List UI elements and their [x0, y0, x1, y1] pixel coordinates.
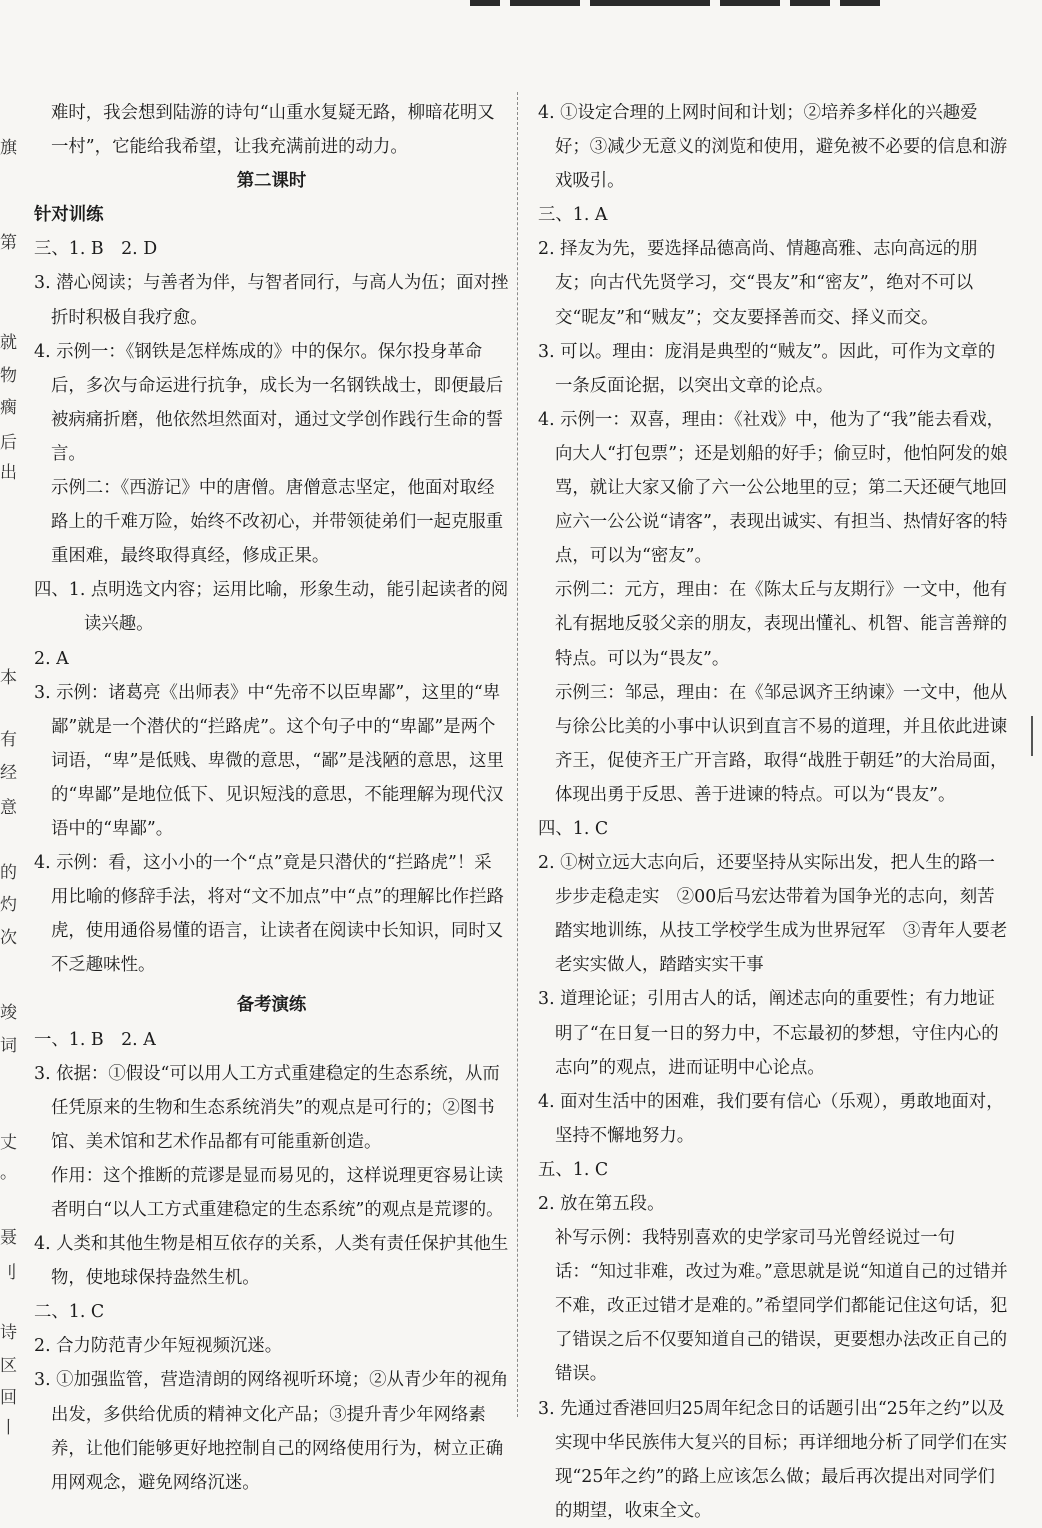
margin-fragment: 就 [0, 333, 17, 353]
margin-fragment: 本 [0, 668, 17, 688]
margin-fragment: 丨 [0, 1418, 17, 1438]
section-heading: 3. 先通过香港回归25周年纪念日的话题引出“25年之约”以及实现中华民族伟大复兴的目标；再详细地分析了同学们在实现“25年之约”的路上应该怎么做；最后再次提出对同学们的期望，收束全文。 [538, 1398, 1008, 1521]
margin-fragment: 物 [0, 366, 17, 386]
paragraph: 2. 合力防范青少年短视频沉迷。 [34, 1336, 283, 1357]
section-heading: 3. 依据：①假设“可以用人工方式重建稳定的生态系统，从而任凭原来的生物和生态系统消失”的观点是可行的；②图书馆、美术馆和艺术作品都有可能重新创造。 [34, 1063, 500, 1152]
margin-fragment: 次 [0, 928, 17, 948]
section-heading: 第二课时 [236, 171, 307, 192]
paragraph: 四、1. C [538, 818, 609, 839]
margin-fragment: 第 [0, 233, 17, 253]
paragraph: 针对训练 [34, 205, 104, 226]
margin-fragment: 有 [0, 730, 17, 750]
paragraph: 示例二：《西游记》中的唐僧。唐僧意志坚定，他面对取经路上的千难万险，始终不改初心，并带领徒弟们一起克服重重困难，最终取得真经，修成正果。 [51, 478, 504, 567]
paragraph: 难时，我会想到陆游的诗句“山重水复疑无路，柳暗花明又一村”，它能给我希望，让我充满前进的动力。 [51, 103, 495, 158]
margin-fragment: 。 [0, 1163, 17, 1183]
margin-fragment: 灼 [0, 895, 17, 915]
margin-fragment: 聂 [0, 1228, 17, 1248]
paragraph: 作用：这个推断的荒谬是显而易见的，这样说理更容易让读者明白“以人工方式重建稳定的生态系统”的观点是荒谬的。 [51, 1165, 504, 1220]
margin-fragment: 竣 [0, 1003, 17, 1023]
margin-fragment: 区 [0, 1356, 17, 1376]
margin-fragment: 刂 [0, 1263, 17, 1283]
margin-fragment: 词 [0, 1036, 17, 1056]
margin-fragment: 旗 [0, 138, 17, 158]
paragraph: 一、1. B 2. A [34, 1029, 156, 1050]
margin-fragment: 丈 [0, 1133, 17, 1153]
section-heading: 4. 示例一：《钢铁是怎样炼成的》中的保尔。保尔投身革命后，多次与命运进行抗争，成长为一名钢铁战士，即便最后被病痛折磨，他依然坦然面对，通过文学创作践行生命的誓言。 [34, 341, 504, 464]
section-heading: 3. 示例：诸葛亮《出师表》中“先帝不以臣卑鄙”，这里的“卑鄙”就是一个潜伏的“拦路虎”。这个句子中的“卑鄙”是两个词语，“卑”是低贱、卑微的意思，“鄙”是浅陋的意思，这里的“卑鄙”是地位低下、见识短浅的意思，不能理解为现代汉语中的“卑鄙”。 [34, 682, 504, 839]
paragraph: 2. 放在第五段。 [538, 1194, 665, 1214]
column-divider [517, 92, 518, 1417]
section-heading: 3. 可以。理由：庞涓是典型的“贼友”。因此，可作为文章的一条反面论据，以突出文章的论点。 [538, 341, 996, 396]
left-margin-bleed [0, 100, 17, 1438]
margin-fragment: 意 [0, 798, 17, 818]
section-heading: 4. ①设定合理的上网时间和计划；②培养多样化的兴趣爱好；③减少无意义的浏览和使用，避免被不必要的信息和游戏吸引。 [538, 103, 1008, 192]
right-column [538, 96, 1010, 1528]
section-heading: 4. 面对生活中的困难，我们要有信心（乐观），勇敢地面对，坚持不懈地努力。 [538, 1091, 1004, 1146]
margin-fragment: 诗 [0, 1323, 17, 1343]
paragraph: 五、1. C [538, 1159, 609, 1180]
edge-mark [1031, 716, 1033, 756]
section-heading: 4. 示例一：双喜，理由：《社戏》中，他为了“我”能去看戏，向大人“打包票”；还是划船的好手；偷豆时，他怕阿发的娘骂，就让大家又偷了六一公公地里的豆；第二天还硬气地回应六一公公说“请客”，表现出诚实、有担当、热情好客的特点，可以为“密友”。 [538, 409, 1008, 567]
section-heading: 3. 道理论证；引用古人的话，阐述志向的重要性；有力地证明了“在日复一日的努力中，不忘最初的梦想，守住内心的志向”的观点，进而证明中心论点。 [538, 989, 999, 1078]
section-heading: 备考演练 [236, 995, 307, 1016]
margin-fragment: 经 [0, 763, 17, 783]
left-column [34, 96, 509, 1500]
paragraph: 三、1. A [538, 205, 608, 226]
section-heading: 4. 示例：看，这小小的一个“点”竟是只潜伏的“拦路虎”！采用比喻的修辞手法，将对“文不加点”中“点”的理解比作拦路虎，使用通俗易懂的语言，让读者在阅读中长知识，同时又不乏趣味性。 [34, 853, 504, 976]
section-heading: 4. 人类和其他生物是相互依存的关系，人类有责任保护其他生物，使地球保持盎然生机。 [34, 1234, 509, 1289]
margin-fragment: 瘸 [0, 398, 17, 418]
margin-fragment: 出 [0, 463, 17, 483]
section-heading: 2. ①树立远大志向后，还要坚持从实际出发，把人生的路一步步走稳走实 ②00后马宏达带着为国争光的志向，刻苦踏实地训练，从技工学校学生成为世界冠军 ③青年人要老老实实做人，踏踏实实干事 [538, 853, 1008, 976]
section-heading: 3. ①加强监管，营造清朗的网络视听环境；②从青少年的视角出发，多供给优质的精神文化产品；③提升青少年网络素养，让他们能够更好地控制自己的网络使用行为，树立正确用网观念，避免网络沉迷。 [34, 1370, 509, 1493]
margin-fragment: 的 [0, 863, 17, 883]
margin-fragment: 后 [0, 433, 17, 453]
paragraph: 二、1. C [34, 1302, 105, 1323]
paragraph: 补写示例：我特别喜欢的史学家司马光曾经说过一句话：“知过非难，改过为难。”意思就是说“知道自己的过错并不难，改正过错才是难的。”希望同学们都能记住这句话，犯了错误之后不仅要知道自己的错误，更要想办法改正自己的错误。 [555, 1228, 1008, 1385]
paragraph: 示例二：元方，理由：在《陈太丘与友期行》一文中，他有礼有据地反驳父亲的朋友，表现出懂礼、机智、能言善辩的特点。可以为“畏友”。 [555, 580, 1008, 669]
paragraph: 三、1. B 2. D [34, 239, 158, 260]
section-heading: 2. 择友为先，要选择品德高尚、情趣高雅、志向高远的朋友；向古代先贤学习，交“畏友”和“密友”，绝对不可以交“昵友”和“贼友”；交友要择善而交、择义而交。 [538, 239, 978, 328]
top-print-marks [470, 0, 880, 6]
paragraph: 2. A [34, 648, 69, 669]
paragraph: 示例三：邹忌，理由：在《邹忌讽齐王纳谏》一文中，他从与徐公比美的小事中认识到直言不易的道理，并且依此进谏齐王，促使齐王广开言路，取得“战胜于朝廷”的大治局面，体现出勇于反思、善于进谏的特点。可以为“畏友”。 [555, 682, 1008, 805]
margin-fragment: 回 [0, 1388, 17, 1408]
section-heading: 3. 潜心阅读；与善者为伴，与智者同行，与高人为伍；面对挫折时积极自我疗愈。 [34, 273, 509, 328]
section-heading: 四、1. 点明选文内容；运用比喻，形象生动，能引起读者的阅读兴趣。 [34, 580, 509, 635]
